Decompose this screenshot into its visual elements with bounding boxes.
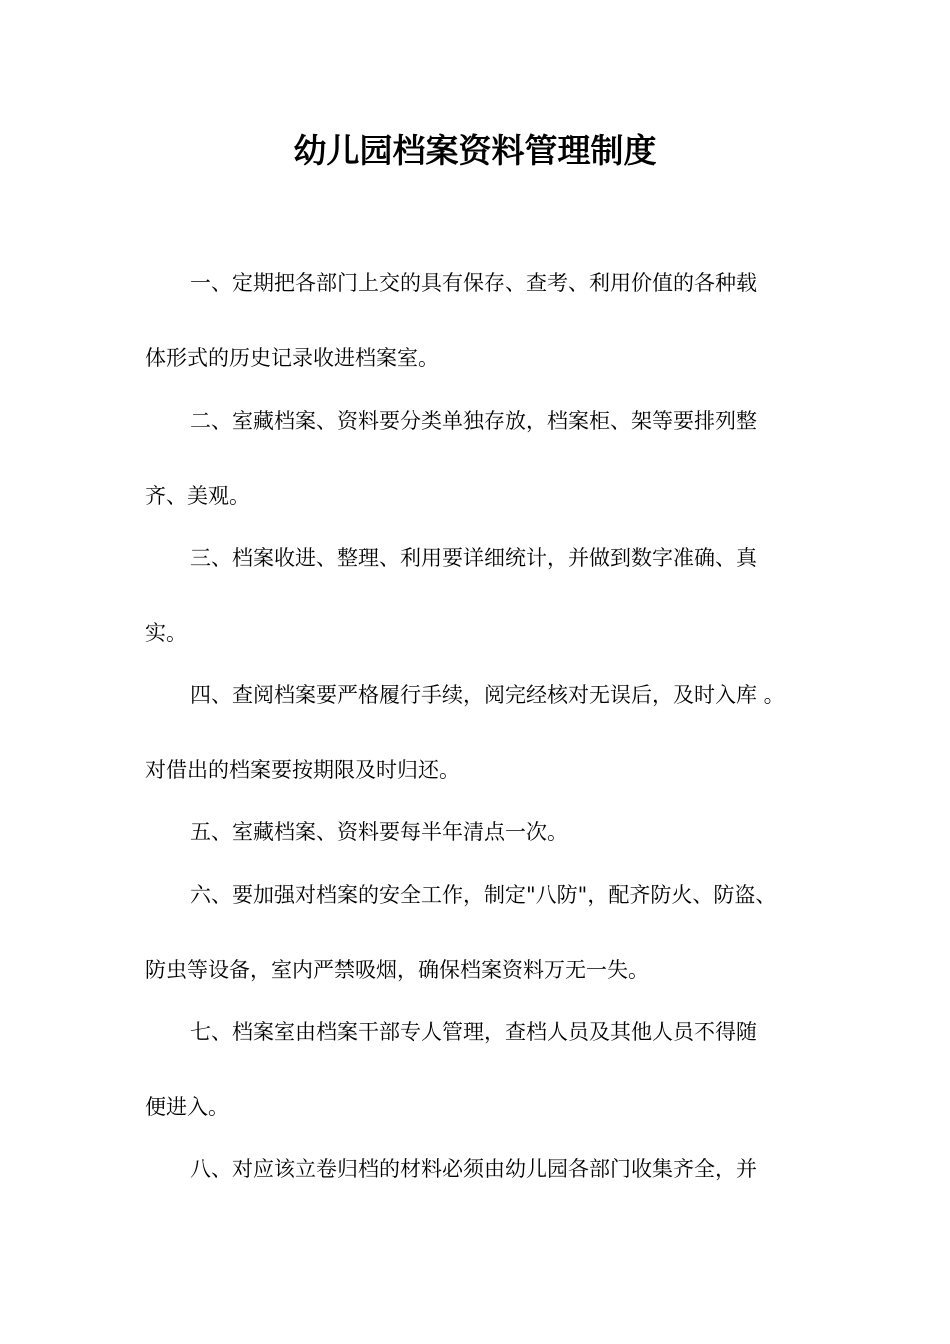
rule-6-line-2: 防虫等设备，室内严禁吸烟，确保档案资料万无一失。 <box>145 958 649 982</box>
rule-4-line-2: 对借出的档案要按期限及时归还。 <box>145 758 460 782</box>
rule-3-line-1: 三、档案收进、整理、利用要详细统计，并做到数字准确、真 <box>190 546 757 570</box>
rule-1-line-1: 一、定期把各部门上交的具有保存、查考、利用价值的各种载 <box>190 271 757 295</box>
rule-8-line-1: 八、对应该立卷归档的材料必须由幼儿园各部门收集齐全，并 <box>190 1157 757 1181</box>
rule-6-line-1: 六、要加强对档案的安全工作，制定"八防"，配齐防火、防盗、 <box>190 883 777 907</box>
rule-2-line-2: 齐、美观。 <box>145 484 250 508</box>
rule-2-line-1: 二、室藏档案、资料要分类单独存放，档案柜、架等要排列整 <box>190 409 757 433</box>
rule-3-line-2: 实。 <box>145 621 187 645</box>
rule-7-line-1: 七、档案室由档案干部专人管理，查档人员及其他人员不得随 <box>190 1020 757 1044</box>
rule-4-line-1: 四、查阅档案要严格履行手续，阅完经核对无误后，及时入库 。 <box>190 683 785 707</box>
rule-5-line-1: 五、室藏档案、资料要每半年清点一次。 <box>190 820 568 844</box>
rule-7-line-2: 便进入。 <box>145 1095 229 1119</box>
page-title: 幼儿园档案资料管理制度 <box>293 131 657 170</box>
rule-1-line-2: 体形式的历史记录收进档案室。 <box>145 346 439 370</box>
